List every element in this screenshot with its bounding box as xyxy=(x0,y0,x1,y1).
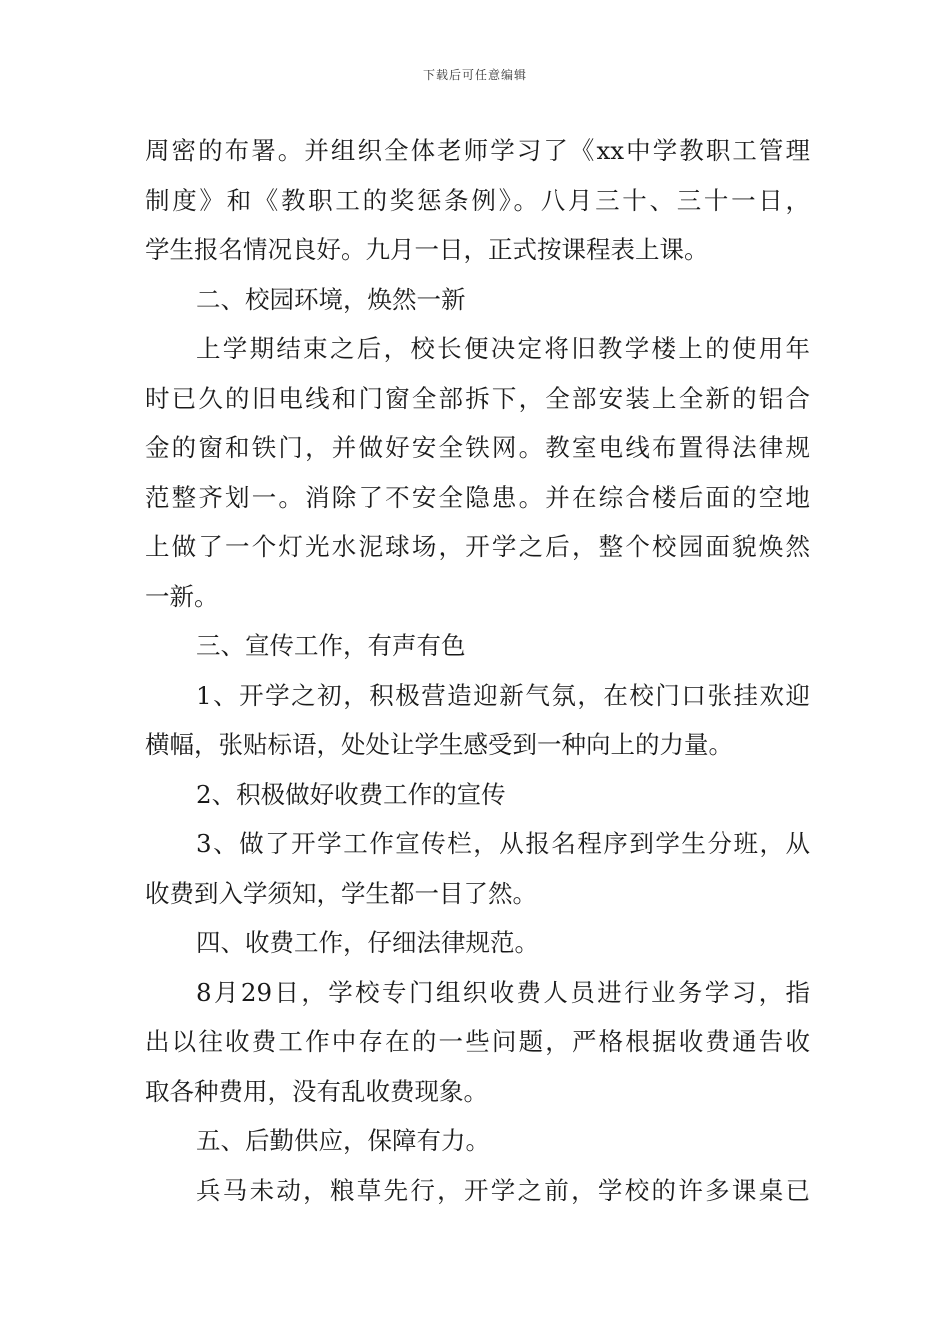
text-line: 横幅，张贴标语，处处让学生感受到一种向上的力量。 xyxy=(145,730,733,759)
text-line: 8月29日，学校专门组织收费人员进行业务学习，指 xyxy=(196,977,810,1007)
text-line: 制度》和《教职工的奖惩条例》。八月三十、三十一日， xyxy=(145,185,810,215)
text-line: 收费到入学须知，学生都一目了然。 xyxy=(145,878,537,908)
text-line: 范整齐划一。消除了不安全隐患。并在综合楼后面的空地 xyxy=(145,482,810,512)
text-line: 上做了一个灯光水泥球场，开学之后，整个校园面貌焕然 xyxy=(145,532,810,561)
text-line: 2、积极做好收费工作的宣传 xyxy=(196,779,506,809)
text-line: 三、宣传工作，有声有色 xyxy=(196,631,466,660)
text-line: 金的窗和铁门，并做好安全铁网。教室电线布置得法律规 xyxy=(145,433,810,462)
text-line: 一新。 xyxy=(145,581,219,611)
page-header-note: 下载后可任意编辑 xyxy=(422,68,527,82)
text-line: 周密的布署。并组织全体老师学习了《xx中学教职工管理 xyxy=(145,136,810,165)
text-line: 上学期结束之后，校长便决定将旧教学楼上的使用年 xyxy=(196,334,810,363)
text-line: 四、收费工作，仔细法律规范。 xyxy=(196,928,539,957)
text-line: 五、后勤供应，保障有力。 xyxy=(196,1126,490,1155)
text-line: 取各种费用，没有乱收费现象。 xyxy=(145,1076,488,1106)
text-line: 3、做了开学工作宣传栏，从报名程序到学生分班，从 xyxy=(196,829,810,858)
text-line: 二、校园环境，焕然一新 xyxy=(196,284,466,314)
text-line: 出以往收费工作中存在的一些问题，严格根据收费通告收 xyxy=(145,1027,810,1056)
text-line: 1、开学之初，积极营造迎新气氛，在校门口张挂欢迎 xyxy=(196,680,810,710)
text-line: 时已久的旧电线和门窗全部拆下，全部安装上全新的铝合 xyxy=(145,383,810,413)
text-line: 兵马未动，粮草先行，开学之前，学校的许多课桌已 xyxy=(196,1175,810,1205)
document-body xyxy=(145,126,810,1215)
text-line: 学生报名情况良好。九月一日，正式按课程表上课。 xyxy=(145,235,709,264)
